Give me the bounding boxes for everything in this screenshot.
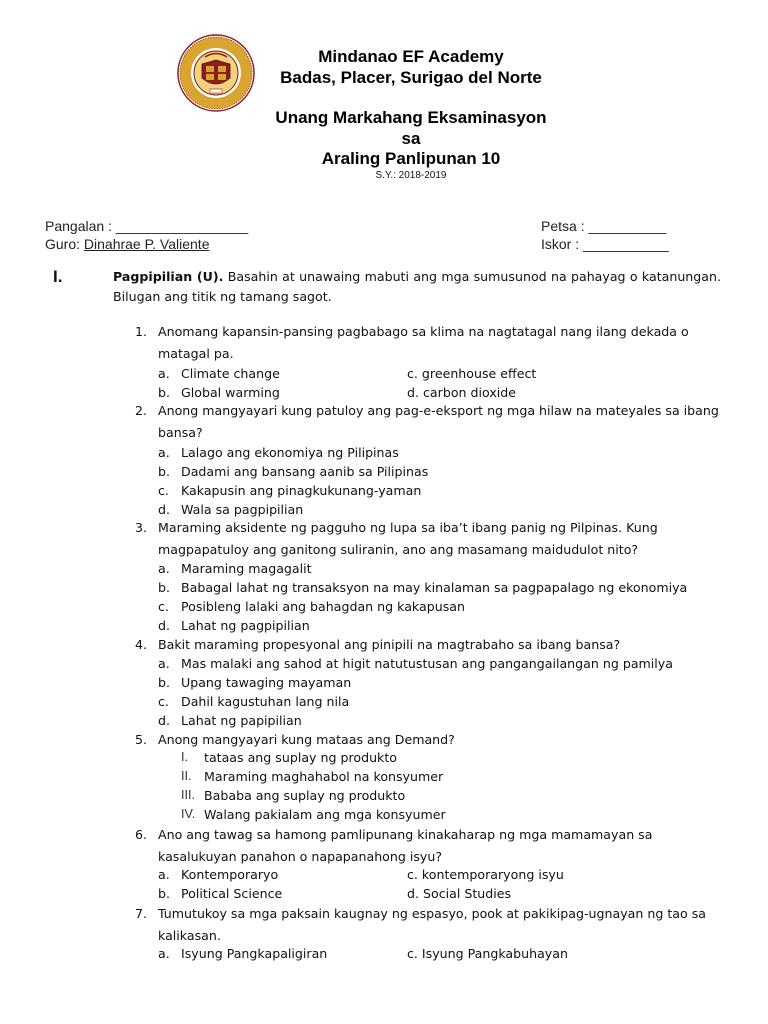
option-letter: d.: [158, 502, 170, 517]
exam-title: Unang Markahang Eksaminasyon: [275, 108, 547, 127]
option-text: c. Isyung Pangkabuhayan: [407, 946, 568, 961]
question-number: 4.: [135, 637, 148, 652]
option-letter: a.: [158, 946, 170, 961]
exam-subject: Araling Panlipunan 10: [321, 149, 501, 168]
option-text: Maraming magagalit: [181, 561, 312, 576]
name-field: Pangalan : _________________: [45, 218, 249, 234]
section-title: Pagpipilian (U).: [113, 269, 224, 284]
option-letter: a.: [158, 366, 170, 381]
roman-numeral: IV.: [181, 807, 196, 821]
option-text: d. Social Studies: [407, 886, 512, 901]
option-letter: a.: [158, 445, 170, 460]
option-letter: b.: [158, 580, 170, 595]
teacher-field: [45, 236, 209, 252]
question-text: Anong mangyayari kung patuloy ang pag-e-eksport ng mga hilaw na mateyales sa ibang bansa?: [158, 403, 719, 440]
option-letter: d.: [158, 713, 170, 728]
teacher-name: Dinahrae P. Valiente: [83, 236, 210, 252]
option-text: c. kontemporaryong isyu: [407, 867, 564, 882]
option-text: Lalago ang ekonomiya ng Pilipinas: [181, 445, 399, 460]
question-number: 6.: [135, 827, 148, 842]
option-text: Babagal lahat ng transaksyon na may kinalaman sa pagpapalago ng ekonomiya: [181, 580, 688, 595]
option-text: Upang tawaging mayaman: [181, 675, 352, 690]
option-text: Dahil kagustuhan lang nila: [181, 694, 350, 709]
option-text: Maraming maghahabol na konsyumer: [204, 769, 444, 784]
option-letter: c.: [158, 694, 169, 709]
option-text: Lahat ng papipilian: [181, 713, 302, 728]
option-letter: d.: [158, 618, 170, 633]
section-instruction-text: Basahin at unawaing mabuti ang mga sumusunod na pahayag o katanungan. Bilugan ang titik ng tamang sagot.: [113, 269, 721, 304]
question-text: Ano ang tawag sa hamong pamlipunang kinakaharap ng mga mamamayan sa kasalukuyan panahon o napapanahong isyu?: [158, 827, 653, 864]
option-text: Political Science: [181, 886, 283, 901]
section-instruction: [113, 267, 721, 307]
option-letter: b.: [158, 886, 170, 901]
school-address: Badas, Placer, Surigao del Norte: [280, 68, 542, 87]
option-letter: a.: [158, 867, 170, 882]
option-text: c. greenhouse effect: [407, 366, 537, 381]
option-text: Mas malaki ang sahod at higit natutustusan ang pangangailangan ng pamilya: [181, 656, 673, 671]
roman-numeral: III.: [181, 788, 195, 802]
option-letter: c.: [158, 483, 169, 498]
option-text: Posibleng lalaki ang bahagdan ng kakapusan: [181, 599, 465, 614]
school-name: Mindanao EF Academy: [318, 47, 504, 66]
question-text: Bakit maraming propesyonal ang pinipili na magtrabaho sa ibang bansa?: [158, 637, 621, 652]
section-number: I.: [53, 267, 63, 286]
option-letter: a.: [158, 656, 170, 671]
option-text: tataas ang suplay ng produkto: [204, 750, 397, 765]
school-year: S.Y.: 2018-2019: [375, 170, 447, 181]
question-number: 1.: [135, 324, 148, 339]
question-text: Maraming aksidente ng pagguho ng lupa sa iba’t ibang panig ng Pilpinas. Kung magpapatuloy ang ganitong suliranin, ano ang masamang maidudulot nito?: [158, 520, 658, 557]
option-letter: b.: [158, 675, 170, 690]
option-text: d. carbon dioxide: [407, 385, 517, 400]
option-text: Kontemporaryo: [181, 867, 279, 882]
option-text: Wala sa pagpipilian: [181, 502, 304, 517]
roman-numeral: II.: [181, 769, 192, 783]
option-text: Dadami ang bansang aanib sa Pilipinas: [181, 464, 429, 479]
option-text: Kakapusin ang pinagkukunang-yaman: [181, 483, 422, 498]
question-number: 2.: [135, 403, 148, 418]
score-field: Iskor : ___________: [541, 236, 669, 252]
question-number: 7.: [135, 906, 148, 921]
option-letter: b.: [158, 464, 170, 479]
teacher-label: Guro:: [45, 236, 84, 252]
exam-title-connector: sa: [401, 129, 421, 148]
option-text: Lahat ng pagpipilian: [181, 618, 310, 633]
roman-numeral: I.: [181, 750, 188, 764]
question-number: 5.: [135, 732, 148, 747]
question-text: Tumutukoy sa mga paksain kaugnay ng espasyo, pook at pakikipag-ugnayan ng tao sa kalikasan.: [158, 906, 706, 943]
option-text: Global warming: [181, 385, 280, 400]
option-text: Walang pakialam ang mga konsyumer: [204, 807, 446, 822]
option-letter: a.: [158, 561, 170, 576]
option-text: Bababa ang suplay ng produkto: [204, 788, 406, 803]
option-text: Climate change: [181, 366, 280, 381]
option-letter: c.: [158, 599, 169, 614]
date-field: Petsa : __________: [541, 218, 667, 234]
question-number: 3.: [135, 520, 148, 535]
option-letter: b.: [158, 385, 170, 400]
option-text: Isyung Pangkapaligiran: [181, 946, 328, 961]
question-text: Anomang kapansin-pansing pagbabago sa klima na nagtatagal nang ilang dekada o matagal pa.: [158, 324, 689, 361]
question-text: Anong mangyayari kung mataas ang Demand?: [158, 732, 455, 747]
